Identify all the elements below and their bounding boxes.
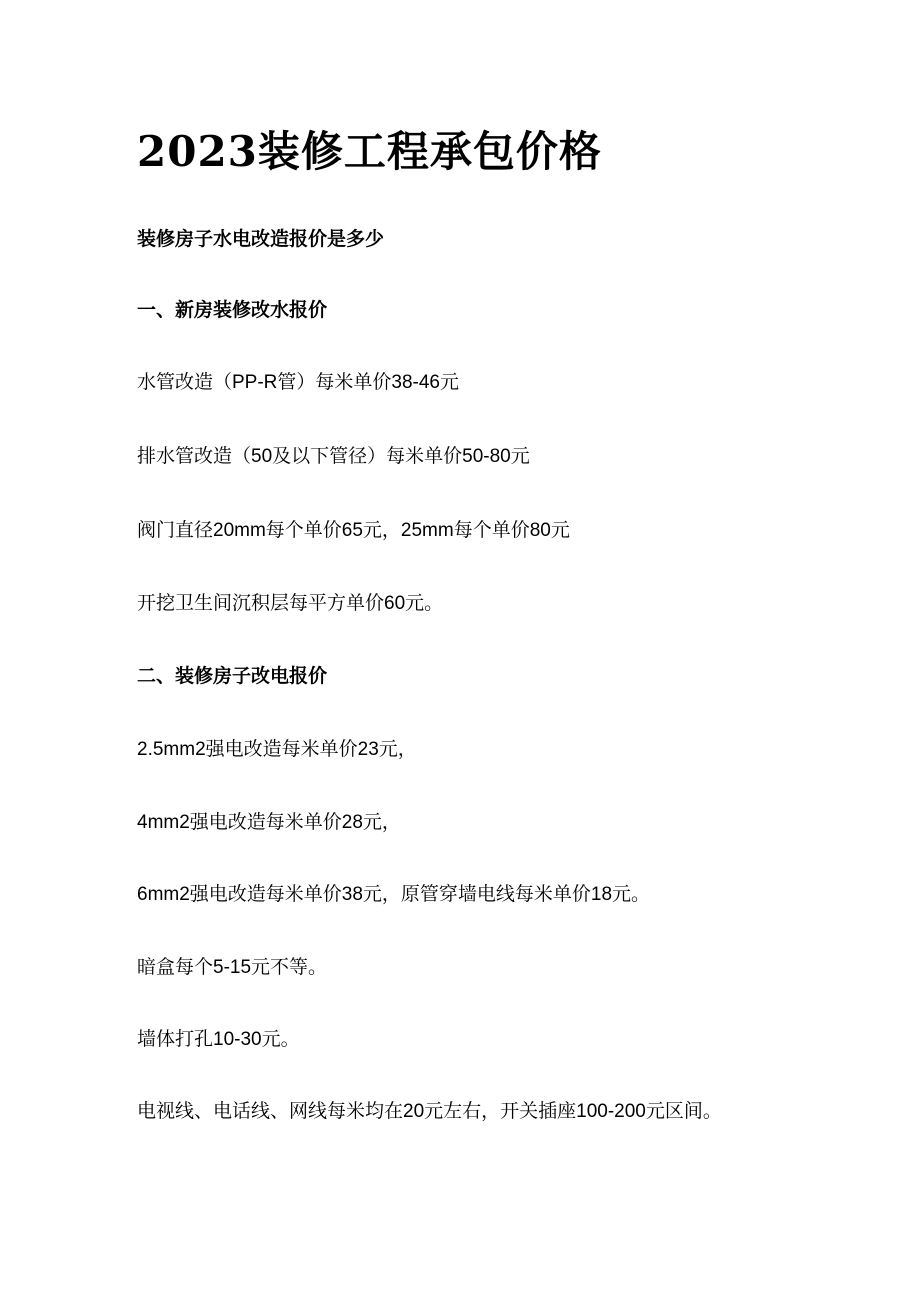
water-item-bathroom-layer: 开挖卫生间沉积层每平方单价60元。 <box>137 593 444 614</box>
electric-item-6mm2: 6mm2强电改造每米单价38元，原管穿墙电线每米单价18元。 <box>137 884 651 905</box>
water-item-pipe: 水管改造（PP-R管）每米单价38-46元 <box>137 372 459 393</box>
electric-item-cables-switches: 电视线、电话线、网线每米均在20元左右，开关插座100-200元区间。 <box>137 1101 722 1122</box>
electric-item-2-5mm2: 2.5mm2强电改造每米单价23元， <box>137 739 417 760</box>
water-item-drain-pipe: 排水管改造（50及以下管径）每米单价50-80元 <box>137 446 530 467</box>
document-title: 2023装修工程承包价格 <box>137 127 602 176</box>
section-heading-electric: 二、装修房子改电报价 <box>137 666 328 687</box>
electric-item-junction-box: 暗盒每个5-15元不等。 <box>137 957 328 978</box>
water-item-valve: 阀门直径20mm每个单价65元，25mm每个单价80元 <box>137 520 570 541</box>
electric-item-4mm2: 4mm2强电改造每米单价28元， <box>137 812 401 833</box>
section-heading-water: 一、新房装修改水报价 <box>137 300 328 321</box>
electric-item-wall-drilling: 墙体打孔10-30元。 <box>137 1029 300 1050</box>
subtitle: 装修房子水电改造报价是多少 <box>137 229 385 250</box>
